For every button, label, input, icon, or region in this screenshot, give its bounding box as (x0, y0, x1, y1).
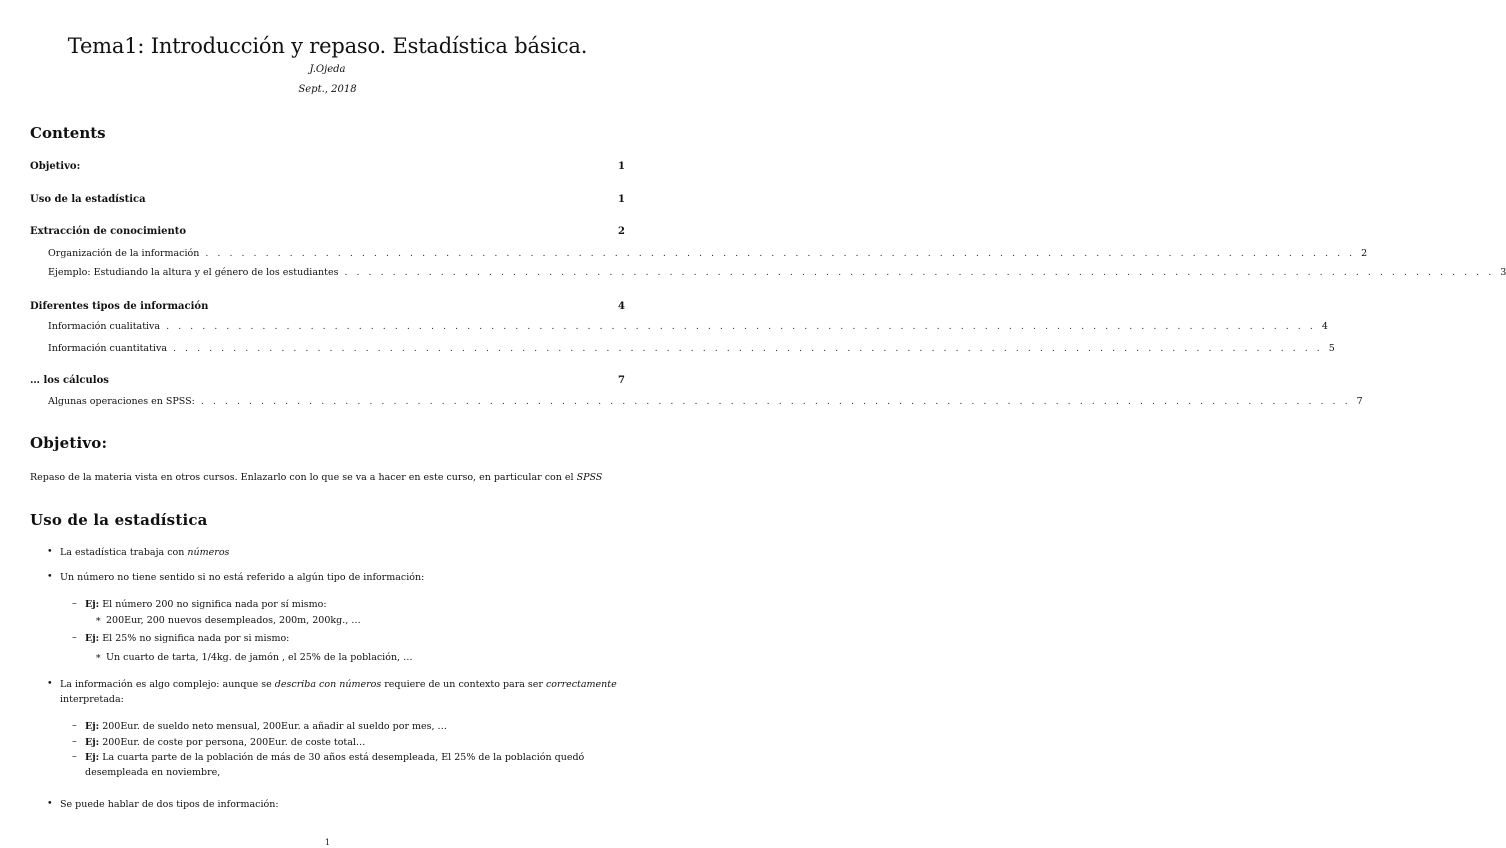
toc-subsection-label: Ejemplo: Estudiando la altura y el género de los estudiantes (48, 267, 339, 278)
toc-leader-dots: . . . . . . . . . . . . . . . . . . . . . . . . . . . . . . . . . . . . . . . . . . . . . . . . . . . . . . . . . . . . . . . . . . . . . . . . . . . . . . . . . . . . . . . . . . . . . . . . (172, 343, 1323, 354)
objetivo-paragraph (30, 471, 630, 484)
objetivo-text-em: SPSS (576, 472, 603, 483)
toc-leader-dots: . . . . . . . . . . . . . . . . . . . . . . . . . . . . . . . . . . . . . . . . . . . . . . . . . . . . . . . . . . . . . . . . . . . . . . . . . . . . . . . . . . . . . . . . . . . . . . . . (205, 248, 1356, 259)
toc-leader-dots: . . . . . . . . . . . . . . . . . . . . . . . . . . . . . . . . . . . . . . . . . . . . . . . . . . . . . . . . . . . . . . . . . . . . . . . . . . . . . . . . . . . . . . . . . . . . . . . . (344, 267, 1495, 278)
toc-section-label: … los cálculos (30, 375, 109, 386)
toc-section-label: Objetivo: (30, 161, 81, 172)
toc-subsection-label: Algunas operaciones en SPSS: (48, 396, 195, 407)
toc-subsection-organizacion[interactable] (48, 248, 1368, 259)
list-item: Un número no tiene sentido si no está referido a algún tipo de información: (60, 572, 425, 583)
toc-section-objetivo[interactable] (30, 161, 625, 172)
toc-section-page: 7 (618, 375, 625, 386)
list-item-text: El 25% no significa nada por si mismo: (99, 633, 290, 644)
list-item-em: correctamente (545, 679, 617, 690)
ej-label: Ej: (85, 599, 100, 610)
ej-label: Ej: (85, 721, 100, 732)
bullet-icon: • (47, 798, 53, 809)
list-item (85, 736, 630, 749)
toc-subsection-page: 7 (1356, 396, 1363, 407)
list-item-continuation: interpretada: (60, 694, 124, 705)
toc-subsection-label: Información cualitativa (48, 321, 161, 332)
list-item-text: requiere de un contexto para ser (381, 679, 546, 690)
toc-subsection-page: 4 (1321, 321, 1328, 332)
toc-subsection-page: 2 (1361, 248, 1368, 259)
dash-icon: – (72, 598, 77, 609)
dash-icon: – (72, 632, 77, 643)
toc-section-page: 2 (618, 226, 625, 237)
document-title: Tema1: Introducción y repaso. Estadística básica. (67, 34, 588, 58)
toc-section-page: 1 (618, 161, 625, 172)
list-item-em: describa con números (274, 679, 382, 690)
list-item-text: 200Eur. de coste por persona, 200Eur. de coste total… (99, 737, 366, 748)
toc-subsection-ejemplo[interactable] (48, 267, 1506, 278)
objetivo-text: Repaso de la materia vista en otros cursos. Enlazarlo con lo que se va a hacer en este curso, en particular con el (30, 472, 577, 483)
toc-section-extraccion[interactable] (30, 226, 625, 237)
document-date: Sept., 2018 (298, 84, 357, 95)
toc-subsection-cualitativa[interactable] (48, 321, 1328, 332)
list-item: Se puede hablar de dos tipos de información: (60, 799, 279, 810)
list-item (85, 720, 630, 733)
toc-section-label: Uso de la estadística (30, 194, 146, 205)
page-number: 1 (324, 838, 331, 847)
list-item (85, 598, 630, 611)
section-heading-uso: Uso de la estadística (30, 511, 208, 529)
ej-label: Ej: (85, 752, 100, 763)
list-item-text: La cuarta parte de la población de más de 30 años está desempleada, El 25% de la población quedó (99, 752, 585, 763)
asterisk-icon: ∗ (95, 651, 102, 662)
list-item (85, 632, 630, 645)
list-item-text: La estadística trabaja con (60, 547, 188, 558)
toc-subsection-spss[interactable] (48, 396, 1363, 407)
toc-section-label: Extracción de conocimiento (30, 226, 187, 237)
dash-icon: – (72, 751, 77, 762)
section-heading-objetivo: Objetivo: (30, 434, 108, 452)
toc-section-calculos[interactable] (30, 375, 625, 386)
toc-leader-dots: . . . . . . . . . . . . . . . . . . . . . . . . . . . . . . . . . . . . . . . . . . . . . . . . . . . . . . . . . . . . . . . . . . . . . . . . . . . . . . . . . . . . . . . . . . . . . . . . (200, 396, 1351, 407)
list-item (60, 678, 630, 691)
toc-section-tipos[interactable] (30, 301, 625, 312)
list-item-text: 200Eur. de sueldo neto mensual, 200Eur. a añadir al sueldo por mes, … (99, 721, 448, 732)
toc-section-page: 1 (618, 194, 625, 205)
toc-heading: Contents (30, 124, 106, 142)
bullet-icon: • (47, 571, 53, 582)
toc-subsection-page: 3 (1500, 267, 1506, 278)
toc-subsection-label: Información cuantitativa (48, 343, 167, 354)
toc-subsection-cuantitativa[interactable] (48, 343, 1335, 354)
list-item-continuation: desempleada en noviembre, (85, 767, 221, 778)
list-item-text: El número 200 no significa nada por sí mismo: (99, 599, 327, 610)
asterisk-icon: ∗ (95, 614, 102, 625)
toc-subsection-page: 5 (1328, 343, 1335, 354)
list-item: Un cuarto de tarta, 1/4kg. de jamón , el 25% de la población, … (106, 652, 413, 663)
bullet-icon: • (47, 546, 53, 557)
list-item-em: números (187, 547, 230, 558)
toc-section-uso[interactable] (30, 194, 625, 205)
ej-label: Ej: (85, 633, 100, 644)
toc-section-label: Diferentes tipos de información (30, 301, 209, 312)
ej-label: Ej: (85, 737, 100, 748)
list-item (85, 751, 630, 764)
bullet-icon: • (47, 678, 53, 689)
list-item (60, 546, 630, 559)
toc-section-page: 4 (618, 301, 625, 312)
list-item-text: La información es algo complejo: aunque se (60, 679, 275, 690)
dash-icon: – (72, 720, 77, 731)
toc-leader-dots: . . . . . . . . . . . . . . . . . . . . . . . . . . . . . . . . . . . . . . . . . . . . . . . . . . . . . . . . . . . . . . . . . . . . . . . . . . . . . . . . . . . . . . . . . . . . . . . . (166, 321, 1316, 332)
document-author: J.Ojeda (309, 64, 346, 75)
toc-subsection-label: Organización de la información (48, 248, 200, 259)
dash-icon: – (72, 736, 77, 747)
list-item: 200Eur, 200 nuevos desempleados, 200m, 200kg., … (106, 615, 361, 626)
